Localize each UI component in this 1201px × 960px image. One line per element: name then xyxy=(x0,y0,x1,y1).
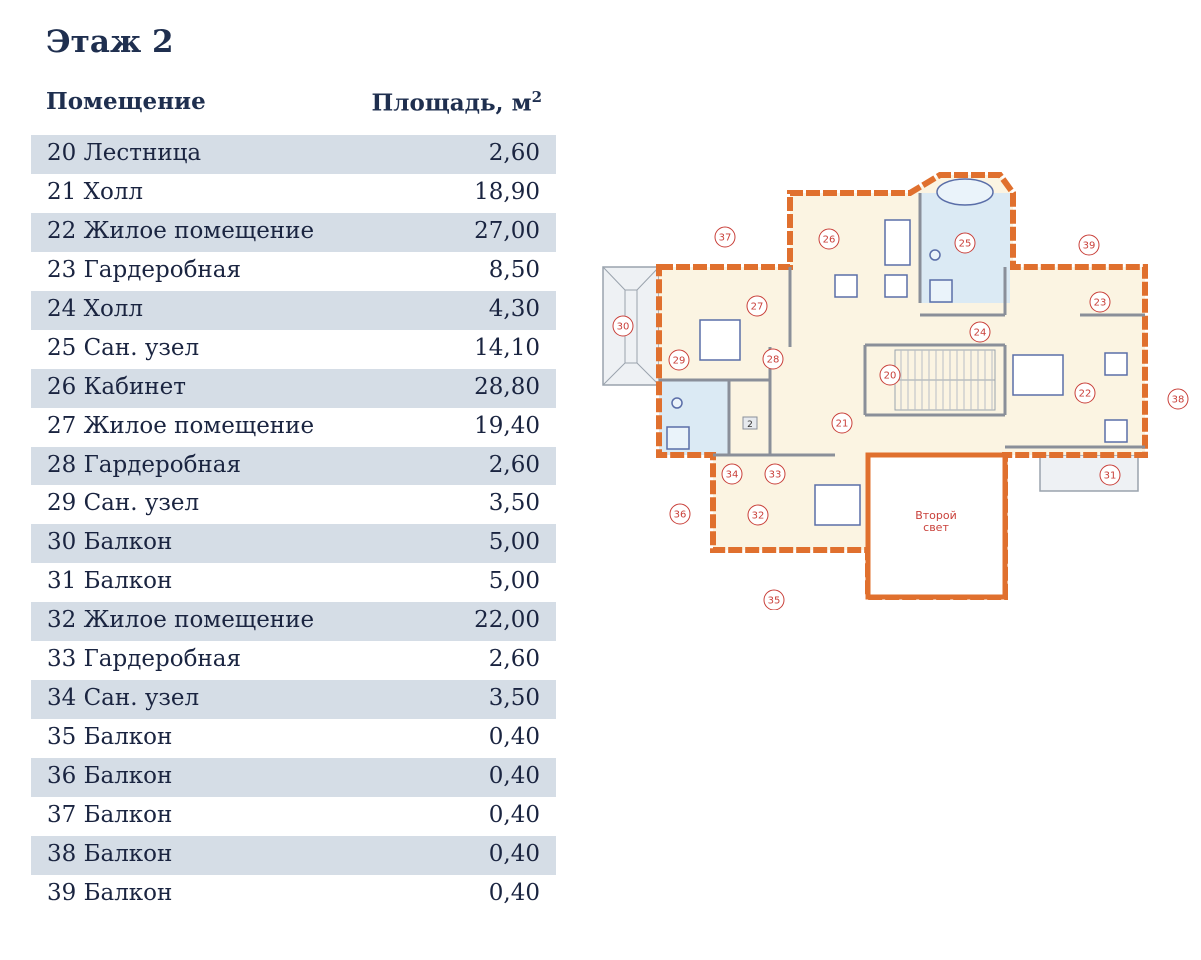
svg-text:24: 24 xyxy=(973,327,987,339)
room-label-20 xyxy=(880,365,900,385)
table-row xyxy=(31,174,556,213)
svg-text:36: 36 xyxy=(673,509,687,521)
room-name: 25 Сан. узел xyxy=(47,334,200,361)
svg-text:35: 35 xyxy=(767,595,781,607)
room-name: 23 Гардеробная xyxy=(47,256,241,283)
armchair-26b xyxy=(885,275,907,297)
room-label-27 xyxy=(747,296,767,316)
room-label-26 xyxy=(819,229,839,249)
svg-text:33: 33 xyxy=(768,469,782,481)
second-light-label-line2: свет xyxy=(923,521,949,534)
table-row xyxy=(31,641,556,680)
room-name: 33 Гардеробная xyxy=(47,646,241,673)
room-name: 37 Балкон xyxy=(47,801,173,828)
toilet-29 xyxy=(672,398,682,408)
table-row xyxy=(31,563,556,602)
table-row xyxy=(31,330,556,369)
room-area: 0,40 xyxy=(488,763,540,789)
svg-text:32: 32 xyxy=(751,510,765,522)
table-row xyxy=(31,213,556,252)
room-label-37 xyxy=(715,227,735,247)
room-name: 31 Балкон xyxy=(47,568,173,595)
toilet-25 xyxy=(930,250,940,260)
svg-text:27: 27 xyxy=(750,301,764,313)
rooms-table xyxy=(31,135,556,914)
room-label-39 xyxy=(1079,235,1099,255)
room-area: 4,30 xyxy=(488,295,540,322)
shower-29 xyxy=(667,427,689,449)
svg-text:30: 30 xyxy=(616,321,630,333)
table-row xyxy=(31,797,556,836)
room-area: 3,50 xyxy=(488,685,540,712)
room-area: 2,60 xyxy=(488,451,540,478)
room-name: 29 Сан. узел xyxy=(47,490,200,517)
room-name: 21 Холл xyxy=(47,178,144,205)
room-label-25 xyxy=(955,233,975,253)
room-area: 18,90 xyxy=(474,178,540,205)
room-label-24 xyxy=(970,322,990,342)
room-label-36 xyxy=(670,504,690,524)
bathtub xyxy=(937,179,993,205)
bed-22 xyxy=(1013,355,1063,395)
room-label-33 xyxy=(765,464,785,484)
table-row xyxy=(31,602,556,641)
room-area: 19,40 xyxy=(474,412,540,439)
room-area: 0,40 xyxy=(488,724,540,751)
armchair-26a xyxy=(835,275,857,297)
floor-plan xyxy=(595,165,1195,610)
room-name: 32 Жилое помещение xyxy=(47,607,315,634)
svg-text:21: 21 xyxy=(835,418,849,430)
room-name: 39 Балкон xyxy=(47,879,173,906)
second-light-label-line1: Второй xyxy=(915,509,957,522)
room-label-29 xyxy=(669,350,689,370)
room-area: 2,60 xyxy=(488,140,540,166)
room-area: 14,10 xyxy=(474,334,540,361)
room-name: 28 Гардеробная xyxy=(47,451,241,478)
room-area: 5,00 xyxy=(488,568,540,595)
table-row xyxy=(31,408,556,447)
svg-text:39: 39 xyxy=(1082,240,1096,252)
room-label-32 xyxy=(748,505,768,525)
room-label-38 xyxy=(1168,389,1188,409)
table-row xyxy=(31,447,556,486)
svg-text:38: 38 xyxy=(1171,394,1185,406)
stair-mark: 2 xyxy=(747,420,753,430)
svg-text:37: 37 xyxy=(718,232,732,244)
table-row xyxy=(31,719,556,758)
room-area: 2,60 xyxy=(488,646,540,673)
room-label-28 xyxy=(763,349,783,369)
svg-text:28: 28 xyxy=(766,354,780,366)
table-row xyxy=(31,485,556,524)
room-area: 0,40 xyxy=(488,801,540,828)
room-name: 35 Балкон xyxy=(47,724,173,751)
room-area: 27,00 xyxy=(474,217,540,244)
svg-text:23: 23 xyxy=(1093,297,1107,309)
table-row xyxy=(31,369,556,408)
balcony-31 xyxy=(1040,455,1138,491)
room-label-30 xyxy=(613,316,633,336)
bed-32 xyxy=(815,485,860,525)
bed-27 xyxy=(700,320,740,360)
column-header-area: Площадь, $м^2$ xyxy=(371,88,542,117)
svg-text:29: 29 xyxy=(672,355,686,367)
table-row xyxy=(31,680,556,719)
room-label-31 xyxy=(1100,465,1120,485)
table-row xyxy=(31,524,556,563)
room-area: 0,40 xyxy=(488,879,540,906)
svg-text:20: 20 xyxy=(883,370,897,382)
column-header-room: Помещение xyxy=(46,88,206,115)
room-area: 3,50 xyxy=(488,490,540,517)
table-row xyxy=(31,291,556,330)
svg-text:22: 22 xyxy=(1078,388,1092,400)
table-row xyxy=(31,252,556,291)
armchair-22a xyxy=(1105,353,1127,375)
room-name: 20 Лестница xyxy=(47,140,202,166)
page-title: Этаж 2 xyxy=(46,24,174,60)
room-name: 38 Балкон xyxy=(47,840,173,867)
svg-text:26: 26 xyxy=(822,234,836,246)
room-label-34 xyxy=(722,464,742,484)
table-row xyxy=(31,758,556,797)
room-name: 27 Жилое помещение xyxy=(47,412,315,439)
area-unit-superscript: 2 xyxy=(531,88,542,106)
table-row xyxy=(31,875,556,914)
svg-text:25: 25 xyxy=(958,238,972,250)
svg-text:31: 31 xyxy=(1103,470,1117,482)
room-label-22 xyxy=(1075,383,1095,403)
svg-text:34: 34 xyxy=(725,469,739,481)
room-label-21 xyxy=(832,413,852,433)
room-name: 34 Сан. узел xyxy=(47,685,200,712)
room-name: 24 Холл xyxy=(47,295,144,322)
room-area: 5,00 xyxy=(488,529,540,556)
room-area: 0,40 xyxy=(488,840,540,867)
room-label-35 xyxy=(764,590,784,610)
room-label-23 xyxy=(1090,292,1110,312)
room-name: 26 Кабинет xyxy=(47,373,186,400)
room-area: 22,00 xyxy=(474,607,540,634)
table-row xyxy=(31,135,556,174)
room-name: 30 Балкон xyxy=(47,529,173,556)
room-area: 8,50 xyxy=(488,256,540,283)
room-name: 36 Балкон xyxy=(47,763,173,789)
room-name: 22 Жилое помещение xyxy=(47,217,315,244)
sofa-26 xyxy=(885,220,910,265)
table-row xyxy=(31,836,556,875)
room-area: 28,80 xyxy=(474,373,540,400)
armchair-22b xyxy=(1105,420,1127,442)
table-header xyxy=(46,88,542,124)
shower xyxy=(930,280,952,302)
